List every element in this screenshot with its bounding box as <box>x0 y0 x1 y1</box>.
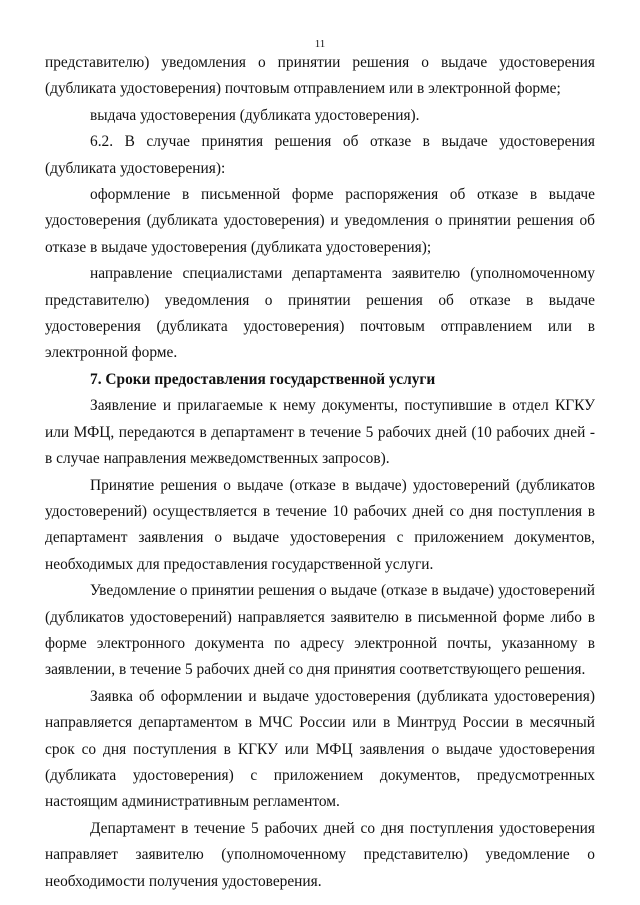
paragraph-continuation: представителю) уведомления о принятии решения о выдаче удостоверения (дубликата удостоверения) почтовым отправлением или в электронной форме; <box>45 54 595 98</box>
paragraph-6-2: 6.2. В случае принятия решения об отказе в выдаче удостоверения (дубликата удостоверения): <box>45 133 595 177</box>
section-heading-7: 7. Сроки предоставления государственной услуги <box>90 370 436 388</box>
paragraph-decision-notice: Уведомление о принятии решения о выдаче (отказе в выдаче) удостоверений (дубликатов удостоверений) направляется заявителю в письменной форме либо в форме электронного документа по адресу электронной почты, указанному в заявлении, в течение 5 рабочих дней со дня принятия соответствующего решения. <box>45 582 595 679</box>
paragraph-request-to-ministry: Заявка об оформлении и выдаче удостоверения (дубликата удостоверения) направляется департаментом в МЧС России или в Минтруд России в месячный срок со дня поступления в КГКУ или МФЦ заявления о выдаче удостоверения (дубликата удостоверения) с приложением документов, предусмотренных настоящим административным регламентом. <box>45 687 595 811</box>
paragraph-receipt-notice: Департамент в течение 5 рабочих дней со дня поступления удостоверения направляет заявителю (уполномоченному представителю) уведомление о необходимости получения удостоверения. <box>45 819 595 890</box>
paragraph-application-transfer: Заявление и прилагаемые к нему документы, поступившие в отдел КГКУ или МФЦ, передаются в департамент в течение 5 рабочих дней (10 рабочих дней - в случае направления межведомственных запросов). <box>45 397 595 468</box>
paragraph-refusal-order: оформление в письменной форме распоряжения об отказе в выдаче удостоверения (дубликата удостоверения) и уведомления о принятии решения об отказе в выдаче удостоверения (дубликата удостоверения); <box>45 186 595 256</box>
page-number: 11 <box>314 38 326 50</box>
paragraph-decision-term: Принятие решения о выдаче (отказе в выдаче) удостоверений (дубликатов удостоверений) осуществляется в течение 10 рабочих дней со дня поступления в департамент заявления о выдаче удостоверения с приложением документов, необходимых для предоставления государственной услуги. <box>45 476 595 573</box>
document-body <box>45 50 595 895</box>
paragraph-refusal-notice: направление специалистами департамента заявителю (уполномоченному представителю) уведомления о принятии решения об отказе в выдаче удостоверения (дубликата удостоверения) почтовым отправлением или в электронной форме. <box>45 265 595 362</box>
paragraph-issuance: выдача удостоверения (дубликата удостоверения). <box>90 106 420 124</box>
